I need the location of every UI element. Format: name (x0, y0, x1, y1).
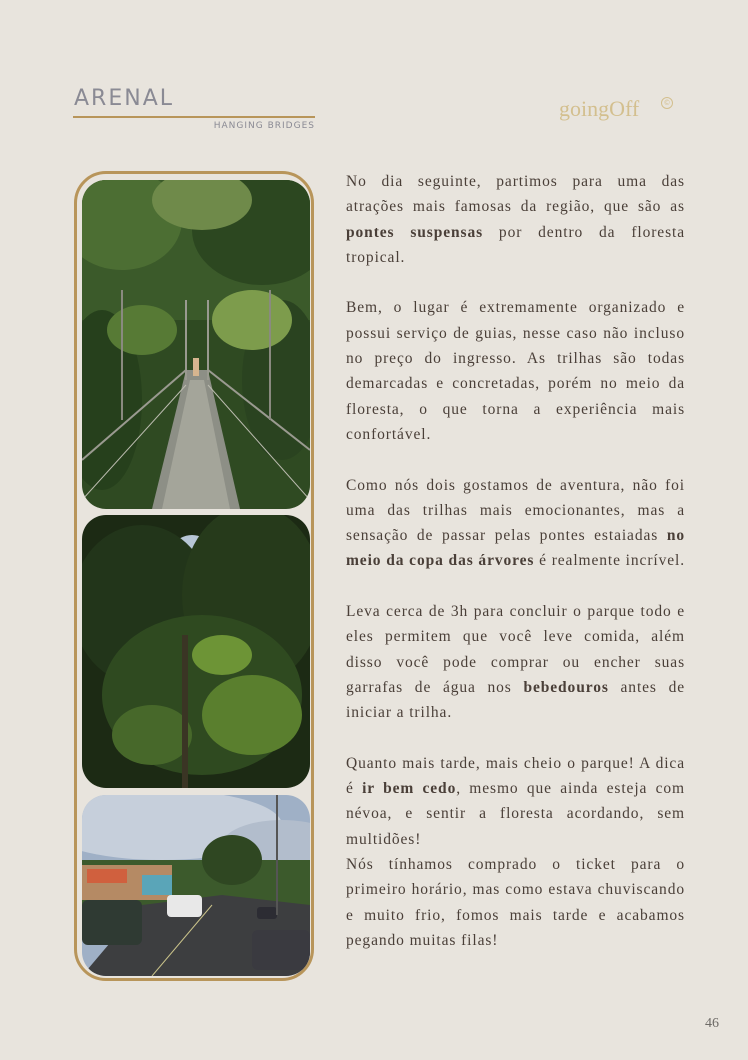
forest-canopy-photo (82, 515, 310, 788)
paragraph-2: Bem, o lugar é extremamente organizado e possui serviço de guias, nesse caso não incluso no preço do ingresso. As trilhas são todas demarcadas e concretadas, porém no meio da floresta, o que torna a experiência mais confortável. (346, 299, 685, 443)
paragraph-4: Leva cerca de 3h para concluir o parque todo e eles permitem que você leve comida, além disso você pode comprar ou encher suas garrafas de água nos bebedouros antes de iniciar a trilha. (346, 603, 685, 722)
highlight-text: pontes suspensas (346, 223, 484, 241)
paragraph-1: No dia seguinte, partimos para uma das atrações mais famosas da região, que são as pontes suspensas por dentro da floresta tropical. (346, 173, 685, 266)
brand-logo: goingOff (559, 96, 640, 121)
copyright-icon: © (661, 97, 673, 109)
page-number: 46 (705, 1016, 719, 1031)
article-body (346, 169, 685, 953)
hanging-bridge-photo (82, 180, 310, 509)
paragraph-6: Nós tínhamos comprado o ticket para o primeiro horário, mas como estava chuviscando e muito frio, fomos mais tarde e acabamos pegando muitas filas! (346, 856, 685, 949)
highlight-text: bebedouros (523, 678, 609, 696)
page-title: ARENAL (74, 86, 174, 111)
title-rule (73, 116, 315, 118)
paragraph-5: Quanto mais tarde, mais cheio o parque! A dica é ir bem cedo, mesmo que ainda esteja com névoa, e sentir a floresta acordando, sem multidões! (346, 754, 685, 848)
street-photo (82, 795, 310, 976)
page-subtitle: HANGING BRIDGES (213, 121, 315, 131)
paragraph-3: Como nós dois gostamos de aventura, não foi uma das trilhas mais emocionantes, mas a sensação de passar pelas pontes estaiadas no meio da copa das árvores é realmente incrível. (346, 476, 685, 570)
highlight-text: ir bem cedo (362, 780, 457, 798)
highlight-text: no meio da copa das árvores (346, 527, 685, 570)
